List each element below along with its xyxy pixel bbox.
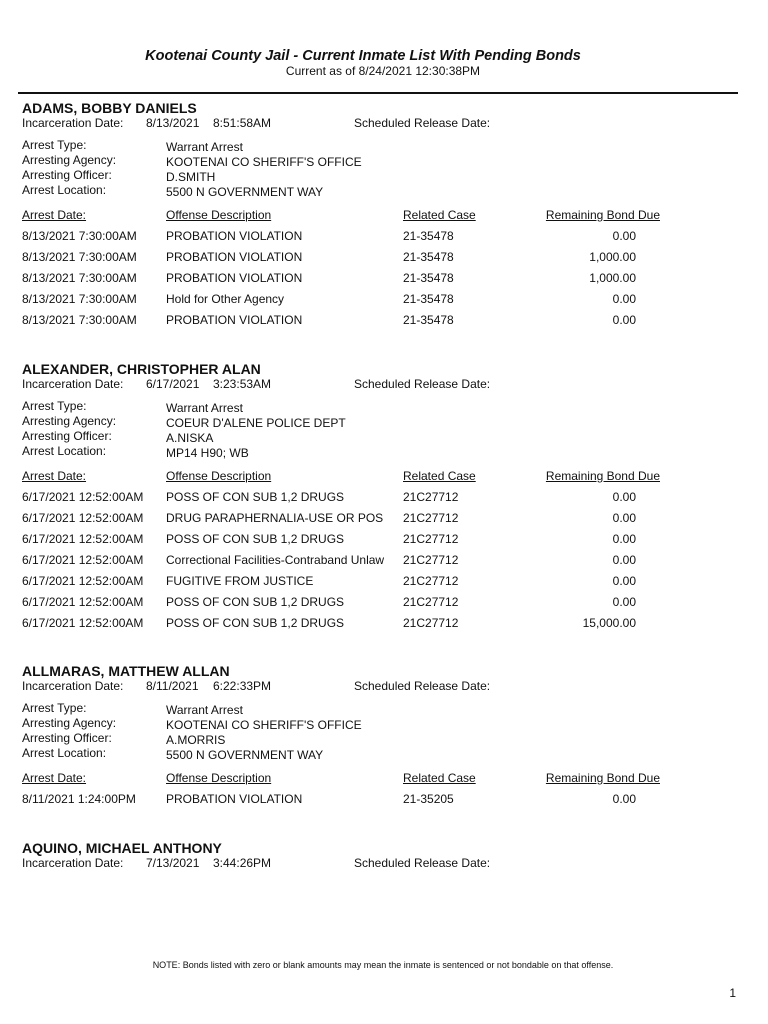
related-case: 21C27712 (403, 574, 459, 588)
incarceration-row (22, 856, 742, 870)
arresting-agency-label: Arresting Agency: (22, 153, 117, 167)
incarceration-time: 6:22:33PM (213, 679, 272, 693)
arrest-date: 8/13/2021 7:30:00AM (22, 313, 137, 327)
arrest-date: 6/17/2021 12:52:00AM (22, 553, 144, 567)
inmate-record-aquino (22, 840, 742, 870)
col-offense: Offense Description (166, 208, 272, 222)
related-case: 21C27712 (403, 490, 459, 504)
remaining-bond: 0.00 (612, 313, 636, 327)
offense-description: POSS OF CON SUB 1,2 DRUGS (166, 490, 345, 504)
incarceration-time: 3:44:26PM (213, 856, 272, 870)
arrest-type: Warrant Arrest (166, 703, 243, 717)
remaining-bond: 0.00 (612, 490, 636, 504)
remaining-bond: 1,000.00 (589, 271, 636, 285)
incarceration-row (22, 116, 742, 130)
arrest-location-label: Arrest Location: (22, 444, 107, 458)
arresting-agency: KOOTENAI CO SHERIFF'S OFFICE (166, 718, 362, 732)
col-related-case: Related Case (403, 469, 476, 483)
arrest-date: 8/11/2021 1:24:00PM (22, 792, 136, 806)
incarceration-date: 8/13/2021 (146, 116, 200, 130)
offense-description: POSS OF CON SUB 1,2 DRUGS (166, 616, 345, 630)
related-case: 21-35478 (403, 271, 454, 285)
offense-description: DRUG PARAPHERNALIA-USE OR POS (166, 511, 384, 525)
arresting-agency-label: Arresting Agency: (22, 716, 117, 730)
related-case: 21-35205 (403, 792, 454, 806)
scheduled-release-label: Scheduled Release Date: (354, 679, 491, 693)
arrest-type-label: Arrest Type: (22, 138, 87, 152)
remaining-bond: 0.00 (612, 553, 636, 567)
arrest-location: 5500 N GOVERNMENT WAY (166, 748, 324, 762)
arrest-details (22, 701, 742, 763)
arrest-date: 6/17/2021 12:52:00AM (22, 616, 144, 630)
arrest-type-label: Arrest Type: (22, 399, 87, 413)
related-case: 21C27712 (403, 511, 459, 525)
remaining-bond: 0.00 (612, 595, 636, 609)
arrest-date: 8/13/2021 7:30:00AM (22, 229, 137, 243)
arrest-location: 5500 N GOVERNMENT WAY (166, 185, 324, 199)
arrest-date: 6/17/2021 12:52:00AM (22, 595, 144, 609)
related-case: 21C27712 (403, 553, 459, 567)
arrest-date: 6/17/2021 12:52:00AM (22, 511, 144, 525)
related-case: 21-35478 (403, 313, 454, 327)
incarceration-date: 8/11/2021 (146, 679, 199, 693)
remaining-bond: 0.00 (612, 292, 636, 306)
charge-row (22, 292, 742, 313)
remaining-bond: 0.00 (612, 574, 636, 588)
inmate-record-adams (22, 100, 742, 334)
arrest-date: 6/17/2021 12:52:00AM (22, 532, 144, 546)
charge-row (22, 271, 742, 292)
offense-description: PROBATION VIOLATION (166, 792, 303, 806)
page-number: 1 (729, 986, 736, 1000)
col-bond-due: Remaining Bond Due (545, 771, 660, 785)
arresting-officer: A.MORRIS (166, 733, 226, 747)
inmate-record-alexander (22, 361, 742, 637)
offense-description: POSS OF CON SUB 1,2 DRUGS (166, 595, 345, 609)
arrest-date: 6/17/2021 12:52:00AM (22, 490, 144, 504)
charges-header (22, 208, 742, 229)
incarceration-time: 3:23:53AM (213, 377, 272, 391)
charge-row (22, 616, 742, 637)
arrest-location-label: Arrest Location: (22, 183, 107, 197)
arresting-officer: A.NISKA (166, 431, 214, 445)
inmate-name: ALLMARAS, MATTHEW ALLAN (22, 663, 230, 679)
inmate-name: ALEXANDER, CHRISTOPHER ALAN (22, 361, 261, 377)
arresting-agency: COEUR D'ALENE POLICE DEPT (166, 416, 346, 430)
arrest-date: 6/17/2021 12:52:00AM (22, 574, 144, 588)
offense-description: PROBATION VIOLATION (166, 271, 303, 285)
remaining-bond: 15,000.00 (582, 616, 636, 630)
charge-row (22, 595, 742, 616)
charges-list (22, 792, 742, 813)
charges-list (22, 229, 742, 334)
remaining-bond: 0.00 (612, 229, 636, 243)
col-arrest-date: Arrest Date: (22, 469, 87, 483)
incarceration-date: 6/17/2021 (146, 377, 200, 391)
arrest-type: Warrant Arrest (166, 140, 243, 154)
charge-row (22, 532, 742, 553)
incarceration-date-label: Incarceration Date: (22, 377, 124, 391)
col-offense: Offense Description (166, 771, 272, 785)
inmate-record-allmaras (22, 663, 742, 813)
arrest-date: 8/13/2021 7:30:00AM (22, 292, 137, 306)
offense-description: POSS OF CON SUB 1,2 DRUGS (166, 532, 345, 546)
offense-description: PROBATION VIOLATION (166, 313, 303, 327)
col-related-case: Related Case (403, 208, 476, 222)
arrest-details (22, 138, 742, 200)
charge-row (22, 229, 742, 250)
charge-row (22, 250, 742, 271)
charge-row (22, 511, 742, 532)
incarceration-row (22, 377, 742, 391)
arresting-agency-label: Arresting Agency: (22, 414, 117, 428)
arrest-type: Warrant Arrest (166, 401, 243, 415)
charges-header (22, 469, 742, 490)
scheduled-release-label: Scheduled Release Date: (354, 377, 491, 391)
report-timestamp: Current as of 8/24/2021 12:30:38PM (285, 64, 481, 78)
col-arrest-date: Arrest Date: (22, 771, 87, 785)
inmate-name: AQUINO, MICHAEL ANTHONY (22, 840, 222, 856)
incarceration-time: 8:51:58AM (213, 116, 272, 130)
offense-description: Hold for Other Agency (166, 292, 285, 306)
charge-row (22, 553, 742, 574)
arrest-date: 8/13/2021 7:30:00AM (22, 250, 137, 264)
arrest-type-label: Arrest Type: (22, 701, 87, 715)
arresting-agency: KOOTENAI CO SHERIFF'S OFFICE (166, 155, 362, 169)
charges-header (22, 771, 742, 792)
incarceration-date-label: Incarceration Date: (22, 856, 124, 870)
incarceration-date-label: Incarceration Date: (22, 116, 124, 130)
col-bond-due: Remaining Bond Due (545, 208, 660, 222)
remaining-bond: 0.00 (612, 792, 636, 806)
arrest-details (22, 399, 742, 461)
offense-description: PROBATION VIOLATION (166, 250, 303, 264)
related-case: 21C27712 (403, 532, 459, 546)
arresting-officer: D.SMITH (166, 170, 216, 184)
related-case: 21C27712 (403, 616, 459, 630)
col-related-case: Related Case (403, 771, 476, 785)
arresting-officer-label: Arresting Officer: (22, 168, 112, 182)
related-case: 21C27712 (403, 595, 459, 609)
col-bond-due: Remaining Bond Due (545, 469, 660, 483)
arresting-officer-label: Arresting Officer: (22, 429, 112, 443)
scheduled-release-label: Scheduled Release Date: (354, 856, 491, 870)
charge-row (22, 792, 742, 813)
charge-row (22, 574, 742, 595)
remaining-bond: 0.00 (612, 511, 636, 525)
related-case: 21-35478 (403, 292, 454, 306)
arrest-location: MP14 H90; WB (166, 446, 249, 460)
header-divider (18, 92, 738, 94)
remaining-bond: 0.00 (612, 532, 636, 546)
remaining-bond: 1,000.00 (589, 250, 636, 264)
arrest-date: 8/13/2021 7:30:00AM (22, 271, 137, 285)
offense-description: Correctional Facilities-Contraband Unlaw (166, 553, 385, 567)
arrest-location-label: Arrest Location: (22, 746, 107, 760)
offense-description: FUGITIVE FROM JUSTICE (166, 574, 314, 588)
inmate-name: ADAMS, BOBBY DANIELS (22, 100, 197, 116)
footer-note: NOTE: Bonds listed with zero or blank amounts may mean the inmate is sentenced or not bondable on that offense. (152, 960, 614, 970)
offense-description: PROBATION VIOLATION (166, 229, 303, 243)
col-offense: Offense Description (166, 469, 272, 483)
incarceration-date: 7/13/2021 (146, 856, 200, 870)
related-case: 21-35478 (403, 229, 454, 243)
charge-row (22, 313, 742, 334)
incarceration-row (22, 679, 742, 693)
charges-list (22, 490, 742, 637)
arresting-officer-label: Arresting Officer: (22, 731, 112, 745)
report-title: Kootenai County Jail - Current Inmate List With Pending Bonds (145, 48, 581, 64)
scheduled-release-label: Scheduled Release Date: (354, 116, 491, 130)
charge-row (22, 490, 742, 511)
incarceration-date-label: Incarceration Date: (22, 679, 124, 693)
col-arrest-date: Arrest Date: (22, 208, 87, 222)
related-case: 21-35478 (403, 250, 454, 264)
